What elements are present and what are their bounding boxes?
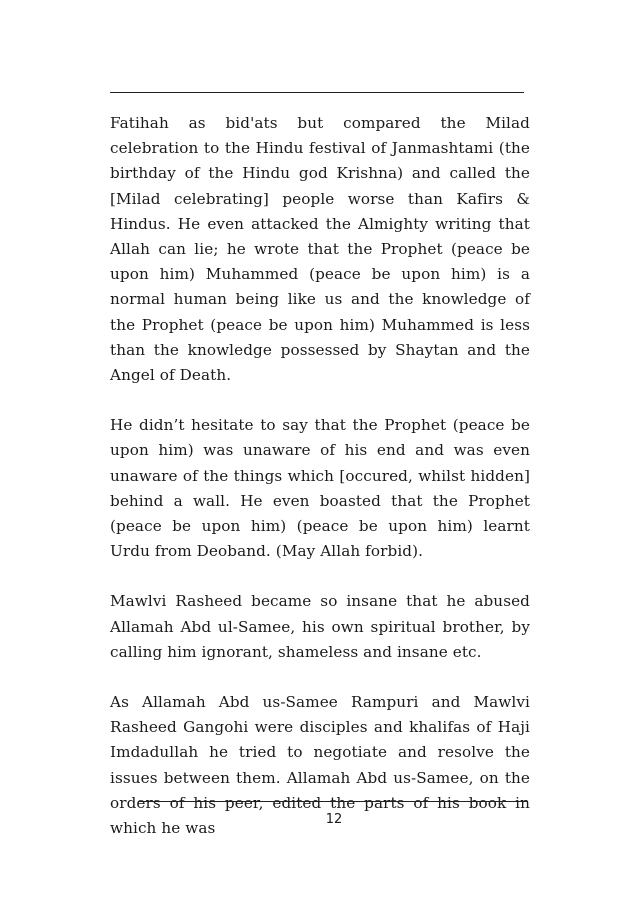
paragraph-4: As Allamah Abd us-Samee Rampuri and Mawlvi Rasheed Gangohi were disciples and khalifas of Haji Imdadullah he tried to negotiate and resolve the issues between them. Allamah Abd us-Samee, on the orders of his peer, edited the parts of his book in which he was bbox=[110, 693, 530, 838]
paragraph-3: Mawlvi Rasheed became so insane that he abused Allamah Abd ul-Samee, his own spiritual brother, by calling him ignorant, shameless and insane etc. bbox=[110, 592, 530, 661]
paragraph-2: He didn’t hesitate to say that the Prophet (peace be upon him) was unaware of his end and was even unaware of the things which [occured, whilst hidden] behind a wall. He even boasted that the Prophet (peace be upon him) (peace be upon him) learnt Urdu from Deoband. (May Allah forbid). bbox=[110, 416, 530, 561]
page-number: 12 bbox=[325, 812, 343, 827]
header-rule bbox=[110, 92, 524, 93]
paragraph-1: Fatihah as bid'ats but compared the Milad celebration to the Hindu festival of Janmashtami (the birthday of the Hindu god Krishna) and called the [Milad celebrating] people worse than Kafirs & Hindus. He even attacked the Almighty writing that Allah can lie; he wrote that the Prophet (peace be upon him) Muhammed (peace be upon him) is a normal human being like us and the knowledge of the Prophet (peace be upon him) Muhammed is less than the knowledge possessed by Shaytan and the Angel of Death. bbox=[110, 114, 530, 385]
page-body bbox=[110, 111, 530, 866]
footer-rule bbox=[138, 801, 528, 802]
